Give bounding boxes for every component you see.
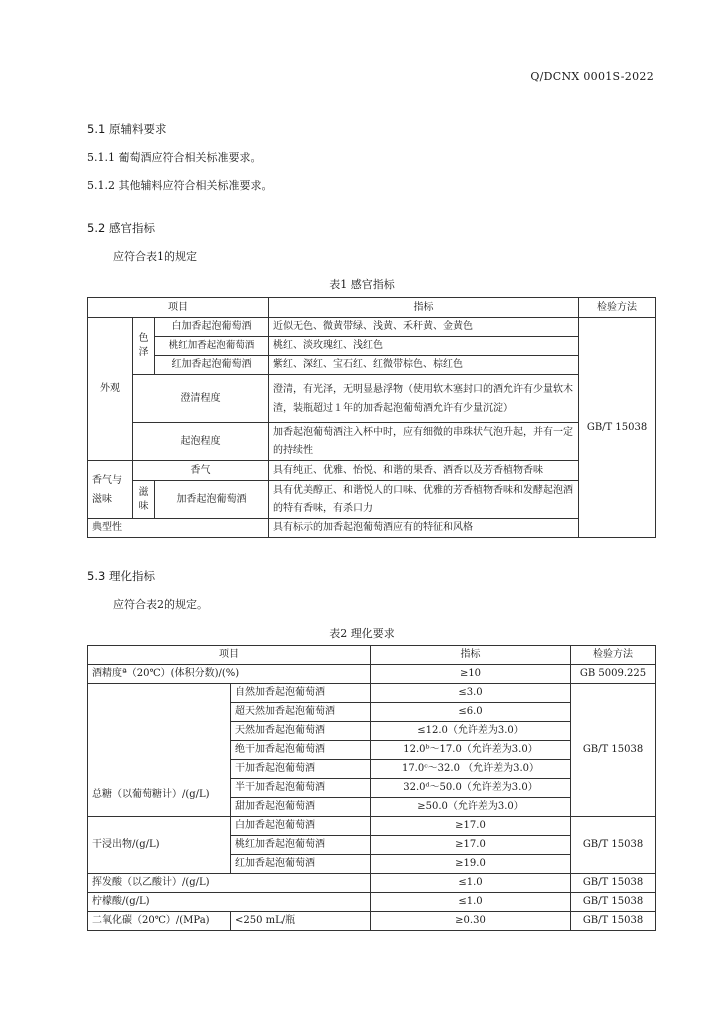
color-row-value: 桃红、淡玫瑰红、浅红色 bbox=[269, 337, 579, 356]
table-row bbox=[88, 912, 656, 931]
typicality-value: 具有标示的加香起泡葡萄酒应有的特征和风格 bbox=[269, 519, 579, 538]
color-label bbox=[133, 318, 155, 375]
table2-caption: 表2 理化要求 bbox=[329, 627, 395, 640]
color-row-name: 红加香起泡葡萄酒 bbox=[155, 356, 269, 375]
table-row bbox=[88, 684, 656, 703]
table1-caption: 表1 感官指标 bbox=[329, 278, 395, 291]
sugar-row-value: ≤6.0 bbox=[371, 703, 571, 722]
typicality-name: 典型性 bbox=[88, 519, 269, 538]
taste-label-char: 滋 bbox=[138, 486, 149, 498]
volatile-acid-value: ≤1.0 bbox=[371, 874, 571, 893]
header-item: 项目 bbox=[88, 646, 371, 665]
clarity-value: 澄清，有光泽，无明显悬浮物（使用软木塞封口的酒允许有少量软木渣，装瓶超过１年的加香起泡葡萄酒允许有少量沉淀） bbox=[269, 375, 579, 423]
sugar-row-name: 干加香起泡葡萄酒 bbox=[231, 760, 371, 779]
section-5-2-text: 应符合表1的规定 bbox=[113, 250, 197, 263]
dry-row-value: ≥17.0 bbox=[371, 817, 571, 836]
sensory-table bbox=[87, 297, 656, 538]
color-label-char: 色 bbox=[138, 333, 149, 344]
sugar-row-name: 天然加香起泡葡萄酒 bbox=[231, 722, 371, 741]
table-row bbox=[88, 356, 656, 375]
dry-extract-label: 干浸出物/(g/L) bbox=[88, 817, 231, 874]
aroma-value: 具有纯正、优雅、怡悦、和谐的果香、酒香以及芳香植物香味 bbox=[269, 461, 579, 481]
color-row-name: 桃红加香起泡葡萄酒 bbox=[155, 337, 269, 356]
aroma-taste-label: 香气与滋味 bbox=[88, 461, 133, 519]
table-row bbox=[88, 893, 656, 912]
table-row bbox=[88, 461, 656, 481]
citric-acid-value: ≤1.0 bbox=[371, 893, 571, 912]
co2-method: GB/T 15038 bbox=[571, 912, 656, 931]
co2-sub: <250 mL/瓶 bbox=[231, 912, 371, 931]
foam-name: 起泡程度 bbox=[133, 423, 269, 461]
table-row bbox=[88, 481, 656, 519]
alcohol-method: GB 5009.225 bbox=[571, 665, 656, 684]
color-label-char: 泽 bbox=[138, 347, 149, 358]
header-method: 检验方法 bbox=[579, 298, 656, 318]
dry-row-value: ≥19.0 bbox=[371, 855, 571, 874]
sugar-row-name: 超天然加香起泡葡萄酒 bbox=[231, 703, 371, 722]
table-row bbox=[88, 337, 656, 356]
sugar-row-value: ≤12.0（允许差为3.0） bbox=[371, 722, 571, 741]
clarity-name: 澄清程度 bbox=[133, 375, 269, 423]
taste-label bbox=[133, 481, 155, 519]
taste-value: 具有优美醇正、和谐悦人的口味、优雅的芳香植物香味和发酵起泡酒的特有香味，有杀口力 bbox=[269, 481, 579, 519]
table-header-row bbox=[88, 646, 656, 665]
table-row bbox=[88, 665, 656, 684]
header-index: 指标 bbox=[371, 646, 571, 665]
aroma-name: 香气 bbox=[133, 461, 269, 481]
dry-row-value: ≥17.0 bbox=[371, 836, 571, 855]
method-cell: GB/T 15038 bbox=[579, 318, 656, 538]
section-5-1-2: 5.1.2 其他辅料应符合相关标准要求。 bbox=[87, 179, 273, 192]
document-code: Q/DCNX 0001S-2022 bbox=[530, 70, 654, 83]
section-5-1-heading: 5.1 原辅料要求 bbox=[87, 122, 167, 136]
appearance-label: 外观 bbox=[88, 318, 133, 461]
sugar-row-value: 12.0ᵇ～17.0（允许差为3.0） bbox=[371, 741, 571, 760]
table-row bbox=[88, 817, 656, 836]
table-row bbox=[88, 519, 656, 538]
dry-row-name: 桃红加香起泡葡萄酒 bbox=[231, 836, 371, 855]
table-row bbox=[88, 318, 656, 337]
dry-row-name: 白加香起泡葡萄酒 bbox=[231, 817, 371, 836]
sugar-row-name: 绝干加香起泡葡萄酒 bbox=[231, 741, 371, 760]
sugar-row-value: 17.0ᶜ～32.0 （允许差为3.0） bbox=[371, 760, 571, 779]
co2-name: 二氧化碳（20℃）/(MPa) bbox=[88, 912, 231, 931]
alcohol-value: ≥10 bbox=[371, 665, 571, 684]
sugar-row-value: ≤3.0 bbox=[371, 684, 571, 703]
section-5-3-heading: 5.3 理化指标 bbox=[87, 569, 155, 583]
sugar-label: 总糖（以葡萄糖计）/(g/L) bbox=[88, 684, 231, 817]
color-row-name: 白加香起泡葡萄酒 bbox=[155, 318, 269, 337]
sugar-row-name: 甜加香起泡葡萄酒 bbox=[231, 798, 371, 817]
physicochemical-table bbox=[87, 645, 656, 931]
sugar-row-value: ≥50.0（允许差为3.0） bbox=[371, 798, 571, 817]
header-index: 指标 bbox=[269, 298, 579, 318]
header-method: 检验方法 bbox=[571, 646, 656, 665]
volatile-acid-method: GB/T 15038 bbox=[571, 874, 656, 893]
co2-value: ≥0.30 bbox=[371, 912, 571, 931]
sugar-row-name: 半干加香起泡葡萄酒 bbox=[231, 779, 371, 798]
citric-acid-name: 柠檬酸/(g/L) bbox=[88, 893, 371, 912]
dry-extract-method: GB/T 15038 bbox=[571, 817, 656, 874]
color-row-value: 近似无色、微黄带绿、浅黄、禾秆黄、金黄色 bbox=[269, 318, 579, 337]
table-row bbox=[88, 423, 656, 461]
section-5-2-heading: 5.2 感官指标 bbox=[87, 221, 155, 235]
table-row bbox=[88, 375, 656, 423]
foam-value: 加香起泡葡萄酒注入杯中时，应有细微的串珠状气泡升起，并有一定的持续性 bbox=[269, 423, 579, 461]
table-row bbox=[88, 874, 656, 893]
volatile-acid-name: 挥发酸（以乙酸计）/(g/L) bbox=[88, 874, 371, 893]
sugar-method: GB/T 15038 bbox=[571, 684, 656, 817]
dry-row-name: 红加香起泡葡萄酒 bbox=[231, 855, 371, 874]
color-row-value: 紫红、深红、宝石红、红微带棕色、棕红色 bbox=[269, 356, 579, 375]
citric-acid-method: GB/T 15038 bbox=[571, 893, 656, 912]
section-5-3-text: 应符合表2的规定。 bbox=[113, 598, 208, 611]
alcohol-name: 酒精度ª（20℃）(体积分数)/(%) bbox=[88, 665, 371, 684]
sugar-row-value: 32.0ᵈ～50.0（允许差为3.0） bbox=[371, 779, 571, 798]
table-header-row bbox=[88, 298, 656, 318]
section-5-1-1: 5.1.1 葡萄酒应符合相关标准要求。 bbox=[87, 151, 262, 164]
header-item: 项目 bbox=[88, 298, 269, 318]
taste-name: 加香起泡葡萄酒 bbox=[155, 481, 269, 519]
sugar-row-name: 自然加香起泡葡萄酒 bbox=[231, 684, 371, 703]
taste-label-char: 味 bbox=[138, 500, 149, 512]
